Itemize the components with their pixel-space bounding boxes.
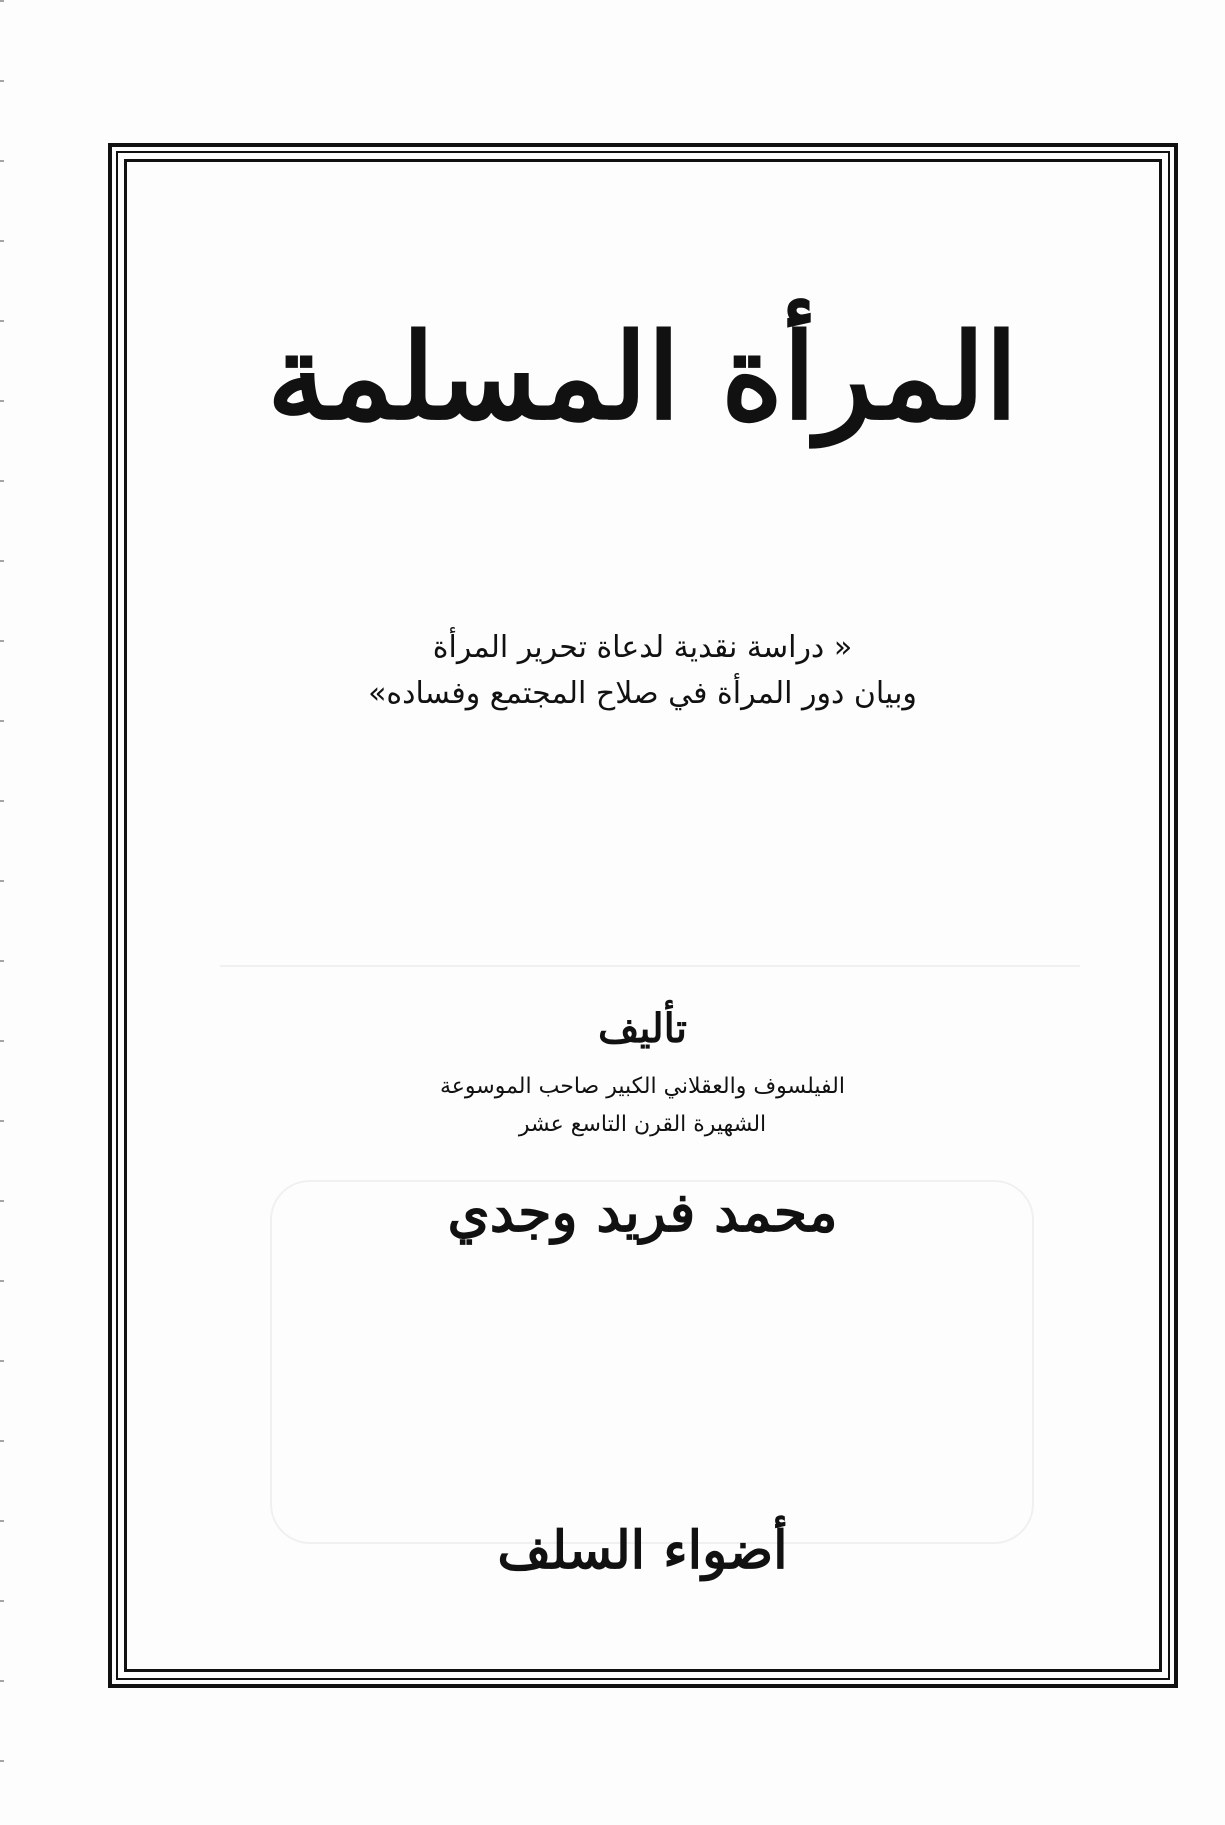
author-desc-line-1: الفيلسوف والعقلاني الكبير صاحب الموسوعة (440, 1074, 845, 1099)
publisher-name: أضواء السلف (497, 1520, 788, 1581)
book-title: المرأة المسلمة (267, 307, 1018, 446)
subtitle-line-1: « دراسة نقدية لدعاة تحرير المرأة (432, 630, 853, 665)
by-label: تأليف (598, 1005, 687, 1052)
subtitle-line-2: وبيان دور المرأة في صلاح المجتمع وفساده» (368, 676, 917, 711)
author-desc-line-2: الشهيرة القرن التاسع عشر (518, 1112, 767, 1137)
binding-margin-marks (0, 0, 4, 1825)
book-subtitle (140, 625, 1145, 717)
author-name: محمد فريد وجدي (447, 1180, 838, 1244)
author-description (140, 1068, 1145, 1144)
